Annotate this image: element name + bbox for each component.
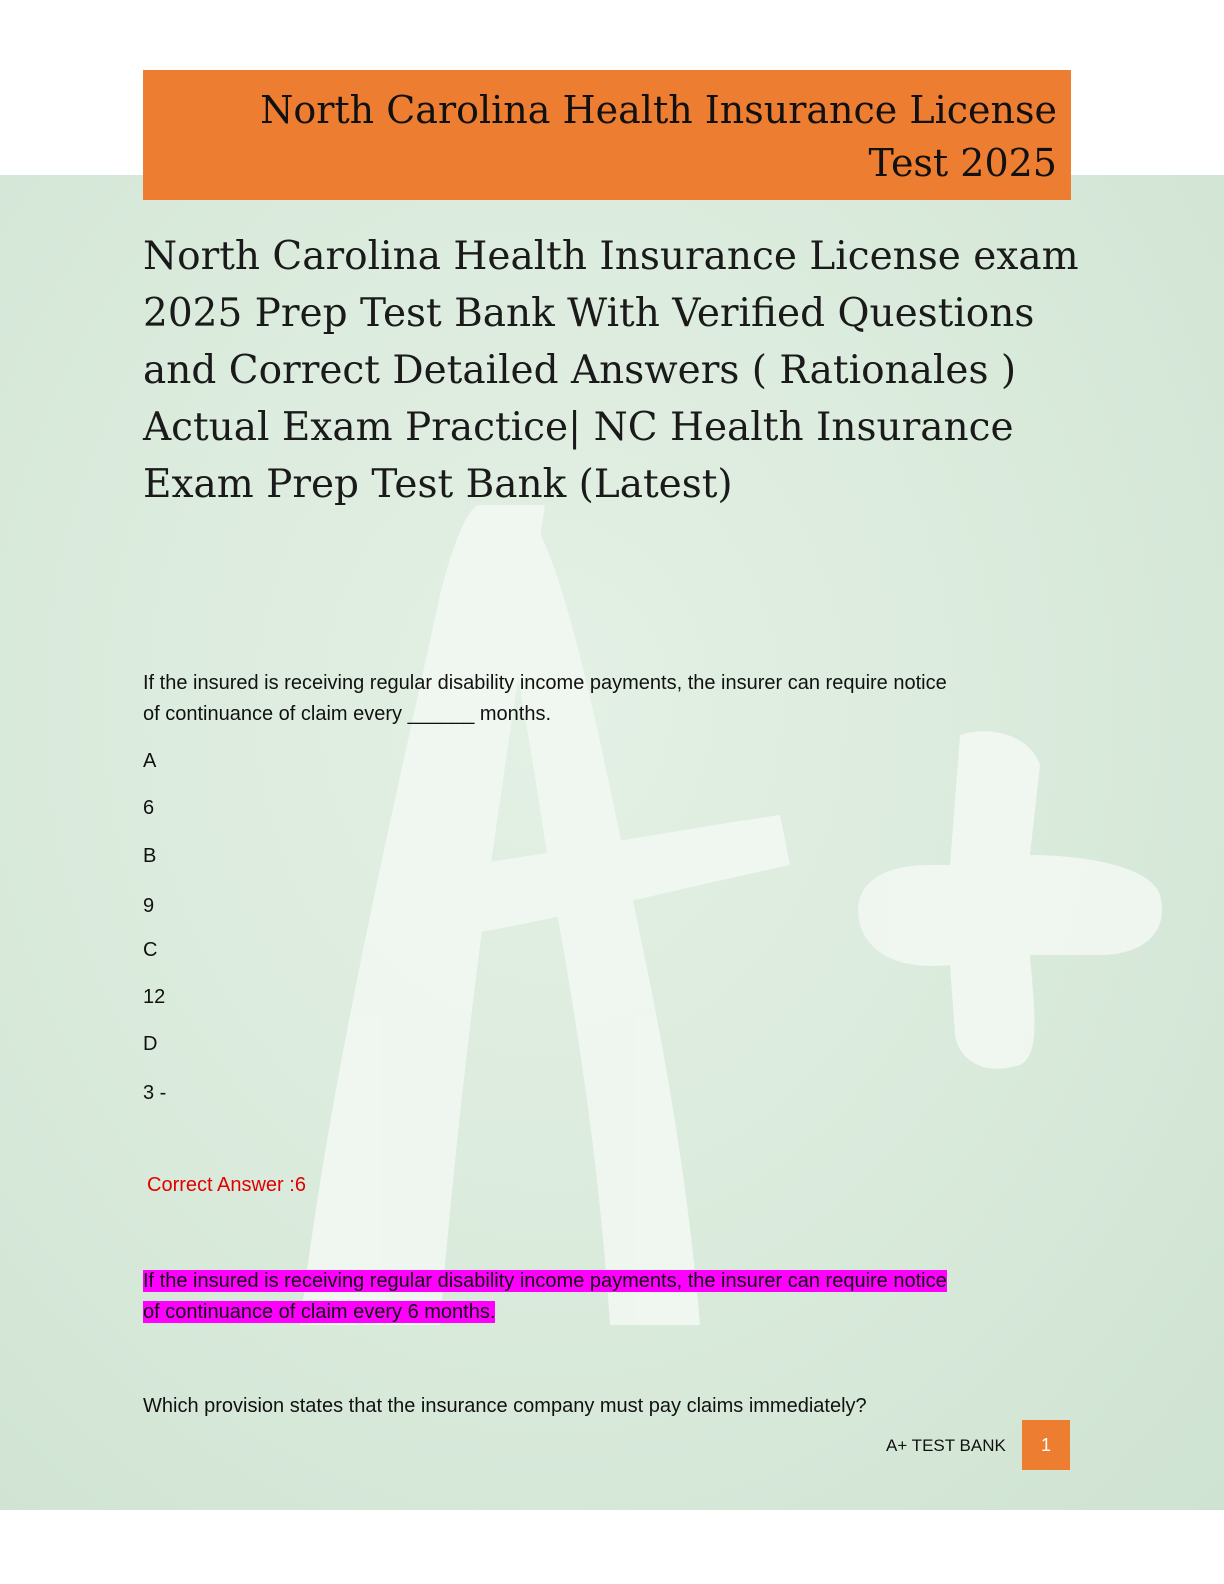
- rationale-line1: If the insured is receiving regular disability income payments, the insurer can require notice: [143, 1270, 947, 1292]
- option-a-letter: A: [143, 750, 157, 772]
- title-line: Exam Prep Test Bank (Latest): [143, 462, 733, 507]
- option-c-letter: C: [143, 939, 158, 961]
- question-1-text: [143, 668, 1063, 730]
- question-2-text: Which provision states that the insurance company must pay claims immediately?: [143, 1395, 867, 1417]
- option-d-letter: D: [143, 1033, 158, 1055]
- question-1-line1: If the insured is receiving regular disability income payments, the insurer can require notice: [143, 672, 947, 694]
- correct-answer: Correct Answer :6: [147, 1174, 306, 1196]
- rationale-highlight: [143, 1266, 1063, 1328]
- page-number: 1: [1022, 1420, 1070, 1470]
- option-d-value: 3 -: [143, 1082, 167, 1104]
- option-a-value: 6: [143, 797, 155, 819]
- title-line: Actual Exam Practice| NC Health Insurance: [143, 405, 1014, 450]
- header-title-line2: Test 2025: [868, 141, 1057, 185]
- footer-label: A+ TEST BANK: [886, 1436, 1006, 1455]
- option-c-value: 12: [143, 986, 166, 1008]
- header-title-line1: North Carolina Health Insurance License: [260, 88, 1057, 132]
- rationale-line2: of continuance of claim every 6 months.: [143, 1301, 496, 1323]
- title-line: and Correct Detailed Answers ( Rationales ): [143, 348, 1017, 393]
- option-b-letter: B: [143, 845, 157, 867]
- option-b-value: 9: [143, 895, 155, 917]
- question-1-line2: of continuance of claim every ______ months.: [143, 703, 552, 725]
- header-banner: [143, 70, 1071, 200]
- title-line: North Carolina Health Insurance License exam: [143, 234, 1079, 279]
- document-title: [143, 228, 1083, 513]
- title-line: 2025 Prep Test Bank With Verified Questions: [143, 291, 1035, 336]
